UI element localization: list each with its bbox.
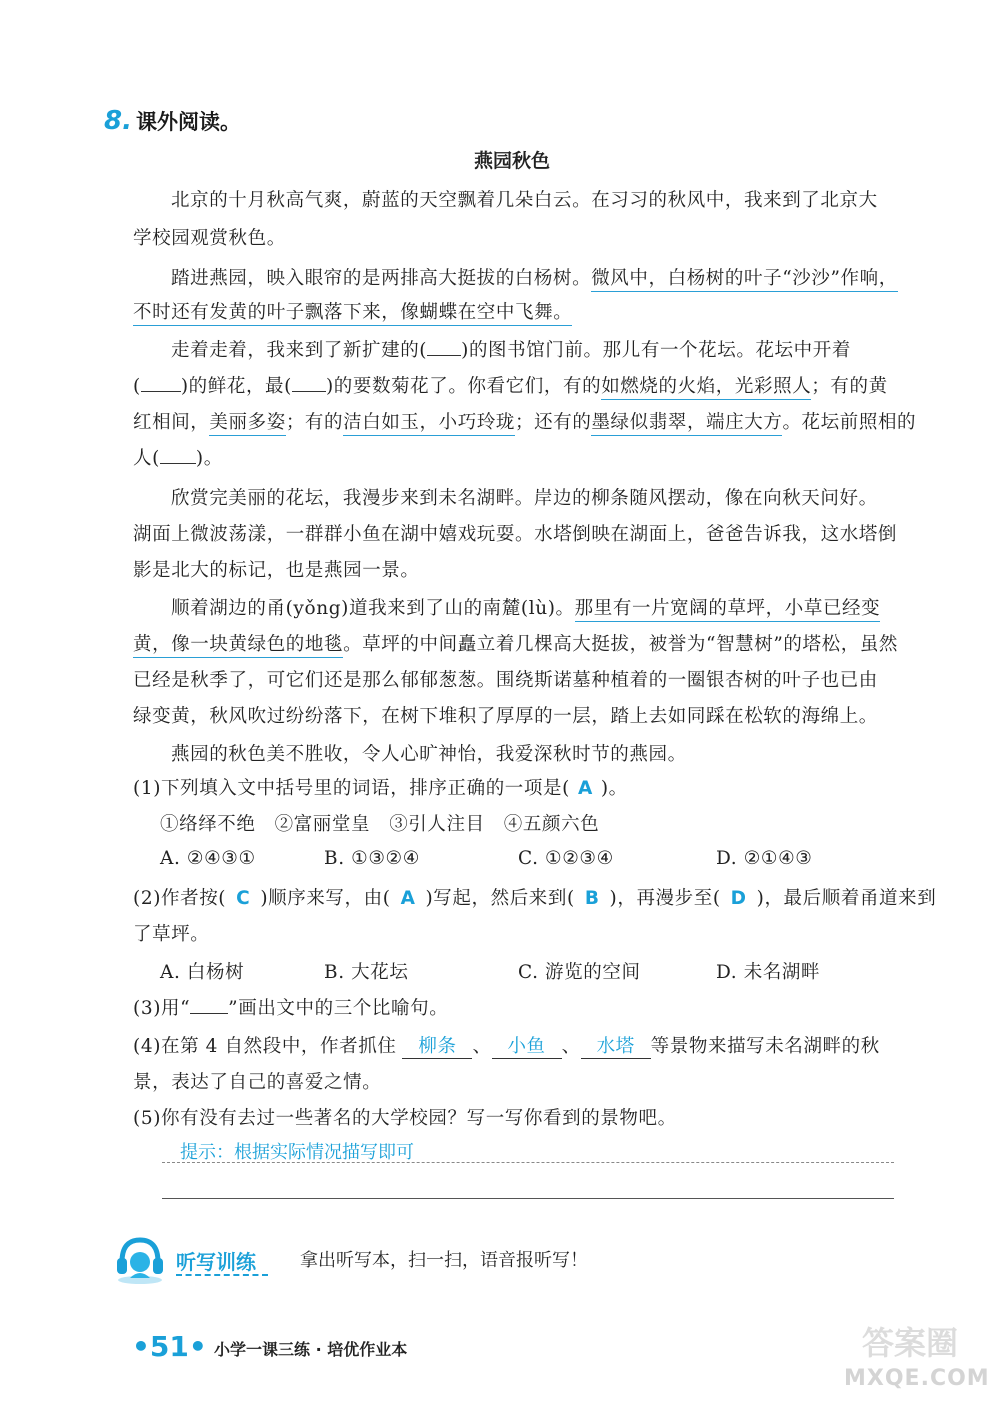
text-run: ；有的黄 [811, 376, 888, 397]
text-run: 人( [133, 448, 160, 469]
text-run: ( [133, 376, 141, 397]
passage-line [171, 336, 851, 362]
text-run: ；有的 [285, 412, 344, 433]
text-run: )，再漫步至( [609, 888, 721, 909]
answer-text[interactable]: C [236, 888, 251, 909]
fill-blank[interactable] [427, 355, 461, 356]
passage-line [133, 372, 888, 398]
text-run: )顺序来写，由( [260, 888, 391, 909]
simile-underline: 微风中，白杨树的叶子“沙沙”作响， [591, 268, 898, 292]
answer-blank[interactable]: 柳条 [402, 1032, 472, 1059]
simile-underline: 墨绿似翡翠，端庄大方 [591, 412, 782, 436]
writing-line[interactable] [162, 1198, 894, 1199]
question-3 [133, 994, 448, 1020]
page-number: •51• [132, 1330, 207, 1363]
text-run: )。 [195, 448, 223, 469]
text-run: )，最后顺着甬道来到 [756, 888, 937, 909]
text-run: )。 [600, 778, 628, 799]
headphone-icon [112, 1232, 168, 1288]
passage-line: 北京的十月秋高气爽，蔚蓝的天空飘着几朵白云。在习习的秋风中，我来到了北京大 [171, 190, 878, 211]
text-run: 踏进燕园，映入眼帘的是两排高大挺拔的白杨树。 [171, 268, 592, 289]
dictation-underline [176, 1274, 268, 1276]
simile-underline: 洁白如玉，小巧玲珑 [343, 412, 515, 436]
q2-option-c[interactable]: C. 游览的空间 [518, 962, 641, 983]
dictation-title: 听写训练 [176, 1250, 256, 1274]
answer-blank[interactable]: 水塔 [581, 1032, 651, 1059]
text-run: 顺着湖边的甬(yǒng)道我来到了山的南麓(lù)。 [171, 598, 575, 619]
text-run: (4)在第 4 自然段中，作者抓住 [133, 1036, 397, 1057]
q1-word-list: ①络绎不绝 ②富丽堂皇 ③引人注目 ④五颜六色 [160, 814, 600, 835]
simile-underline: 黄，像一块黄绿色的地毯 [133, 634, 343, 658]
simile-underline: 那里有一片宽阔的草坪，小草已经变 [575, 598, 881, 622]
answer-blank[interactable]: 小鱼 [492, 1032, 562, 1059]
q1-option-b[interactable]: B. ①③②④ [324, 848, 420, 869]
passage-line: 绿变黄，秋风吹过纷纷落下，在树下堆积了厚厚的一层，踏上去如同踩在松软的海绵上。 [133, 706, 878, 727]
passage-line: 影是北大的标记，也是燕园一景。 [133, 560, 420, 581]
answer-text[interactable]: A [577, 778, 593, 799]
separator: 、 [561, 1036, 581, 1057]
passage-line [171, 594, 880, 620]
book-title: 小学一课三练 · 培优作业本 [214, 1340, 408, 1359]
q1-option-d[interactable]: D. ②①④③ [716, 848, 813, 869]
fill-blank[interactable] [160, 463, 196, 464]
text-run: )写起，然后来到( [425, 888, 575, 909]
dictation-text: 拿出听写本，扫一扫，语音报听写！ [300, 1250, 588, 1271]
passage-title: 燕园秋色 [473, 150, 550, 172]
text-run: )的图书馆门前。那儿有一个花坛。花坛中开着 [461, 340, 851, 361]
passage-line [133, 630, 898, 656]
separator: 、 [472, 1036, 492, 1057]
q2-option-d[interactable]: D. 未名湖畔 [716, 962, 821, 983]
watermark-text: MXQE.COM [844, 1366, 990, 1391]
passage-line [133, 298, 572, 324]
text-run: (3)用“ [133, 998, 191, 1019]
question-2 [133, 884, 936, 910]
passage-line [133, 408, 916, 434]
text-run: 红相间， [133, 412, 210, 433]
text-run: )的要数菊花了。你看它们，有的 [325, 376, 602, 397]
question-5: (5)你有没有去过一些著名的大学校园？写一写你看到的景物吧。 [133, 1108, 677, 1129]
passage-line: 欣赏完美丽的花坛，我漫步来到未名湖畔。岸边的柳条随风摆动，像在向秋天问好。 [171, 488, 878, 509]
text-run: ；还有的 [515, 412, 592, 433]
text-run: 。花坛前照相的 [782, 412, 917, 433]
passage-line: 景，表达了自己的喜爱之情。 [133, 1072, 382, 1093]
fill-blank[interactable] [141, 391, 181, 392]
answer-text[interactable]: B [584, 888, 600, 909]
watermark-logo [858, 1320, 978, 1368]
answer-text[interactable]: D [730, 888, 747, 909]
section-number: 8. [104, 106, 132, 136]
text-run: 走着走着，我来到了新扩建的( [171, 340, 428, 361]
answer-text[interactable]: A [400, 888, 416, 909]
question-1 [133, 774, 628, 800]
q1-option-c[interactable]: C. ①②③④ [518, 848, 614, 869]
svg-text:答案圈: 答案圈 [862, 1324, 959, 1362]
q2-option-b[interactable]: B. 大花坛 [324, 962, 409, 983]
writing-line[interactable] [162, 1162, 894, 1163]
simile-underline: 如燃烧的火焰，光彩照人 [601, 376, 811, 400]
simile-underline: 美丽多姿 [209, 412, 285, 436]
text-run: (1)下列填入文中括号里的词语，排序正确的一项是( [133, 778, 570, 799]
passage-line: 湖面上微波荡漾，一群群小鱼在湖中嬉戏玩耍。水塔倒映在湖面上，爸爸告诉我，这水塔倒 [133, 524, 898, 545]
q2-option-a[interactable]: A. 白杨树 [160, 962, 245, 983]
section-title: 课外阅读。 [135, 110, 241, 134]
text-run: 等景物来描写未名湖畔的秋 [650, 1036, 880, 1057]
text-run: 。草坪的中间矗立着几棵高大挺拔，被誉为“智慧树”的塔松，虽然 [343, 634, 899, 655]
passage-line: 了草坪。 [133, 924, 210, 945]
passage-line [133, 444, 223, 470]
q1-option-a[interactable]: A. ②④③① [160, 848, 256, 869]
section-heading [104, 106, 241, 136]
passage-line: 燕园的秋色美不胜收，令人心旷神怡，我爱深秋时节的燕园。 [171, 744, 687, 765]
text-run: ”画出文中的三个比喻句。 [228, 998, 449, 1019]
text-run: )的鲜花，最( [180, 376, 292, 397]
text-run: (2)作者按( [133, 888, 227, 909]
passage-line: 学校园观赏秋色。 [133, 228, 286, 249]
underline-sample [190, 1013, 228, 1014]
answer-hint: 提示：根据实际情况描写即可 [180, 1142, 414, 1163]
passage-line: 已经是秋季了，可它们还是那么郁郁葱葱。围绕斯诺墓种植着的一圈银杏树的叶子也已由 [133, 670, 878, 691]
fill-blank[interactable] [292, 391, 326, 392]
passage-line [171, 264, 898, 290]
question-4 [133, 1032, 880, 1059]
simile-underline: 不时还有发黄的叶子飘落下来，像蝴蝶在空中飞舞。 [133, 302, 572, 326]
